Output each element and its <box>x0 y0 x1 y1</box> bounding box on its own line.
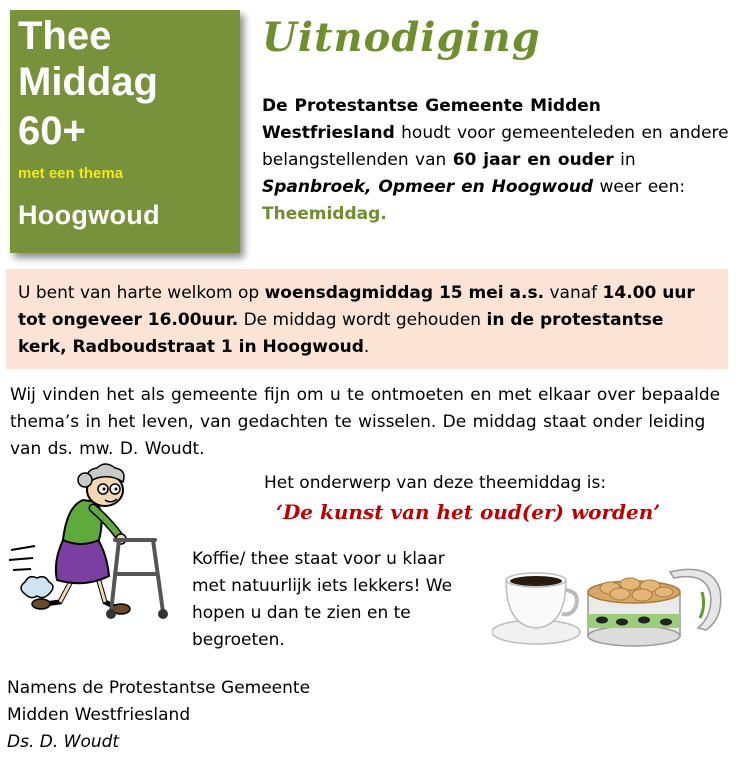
logo-line-age: 60+ <box>18 109 86 153</box>
welcome-text-3: De middag wordt gehouden <box>238 310 487 330</box>
welcome-date: woensdagmiddag 15 mei a.s. <box>264 283 545 303</box>
welcome-text-1: U bent van harte welkom op <box>18 283 265 303</box>
signature <box>7 675 310 756</box>
granny-walker-illustration <box>5 462 180 627</box>
intro-text-1: houdt voor gemeenteleden en andere belangstellenden van <box>262 123 729 170</box>
intro-age: 60 jaar en ouder <box>452 150 614 170</box>
intro-text-3: weer een: <box>593 177 686 197</box>
signature-name: Ds. D. Woudt <box>7 732 120 752</box>
signature-line-1: Namens de Protestantse Gemeente <box>7 678 311 698</box>
welcome-text-4: . <box>363 337 370 357</box>
welcome-box <box>6 269 728 369</box>
logo-subtitle: met een thema <box>18 165 124 182</box>
event-logo <box>10 10 240 253</box>
intro-event: Theemiddag. <box>262 204 387 224</box>
signature-line-2: Midden Westfriesland <box>7 705 191 725</box>
page-title: Uitnodiging <box>262 14 541 61</box>
welcome-location: in de protestantse kerk, Radboudstraat 1 in Hoogwoud <box>18 310 664 357</box>
welcome-text-2: vanaf <box>544 283 603 303</box>
logo-line-thee: Thee <box>18 14 112 58</box>
topic-intro: Het onderwerp van deze theemiddag is: <box>264 473 607 493</box>
coffee-paragraph: Koffie/ thee staat voor u klaar met natuurlijk iets lekkers! We hopen u dan te zien en te begroeten. <box>192 549 453 650</box>
intro-places: Spanbroek, Opmeer en Hoogwoud <box>262 177 594 197</box>
welcome-time: 14.00 uur tot ongeveer 16.00uur. <box>18 283 695 330</box>
intro-paragraph <box>262 93 732 228</box>
intro-organisation: De Protestantse Gemeente Midden Westfriesland <box>262 96 601 143</box>
logo-place: Hoogwoud <box>18 200 160 230</box>
topic-title: ‘De kunst van het oud(er) worden’ <box>276 500 661 524</box>
logo-line-middag: Middag <box>18 60 158 104</box>
body-paragraph: Wij vinden het als gemeente fijn om u te ontmoeten en met elkaar over bepaalde thema’s in het leven, van gedachten te wisselen. De middag staat onder leiding van ds. mw. D. Woudt. <box>10 385 721 459</box>
intro-text-2: in <box>613 150 636 170</box>
coffee-cookies-illustration <box>492 562 724 652</box>
